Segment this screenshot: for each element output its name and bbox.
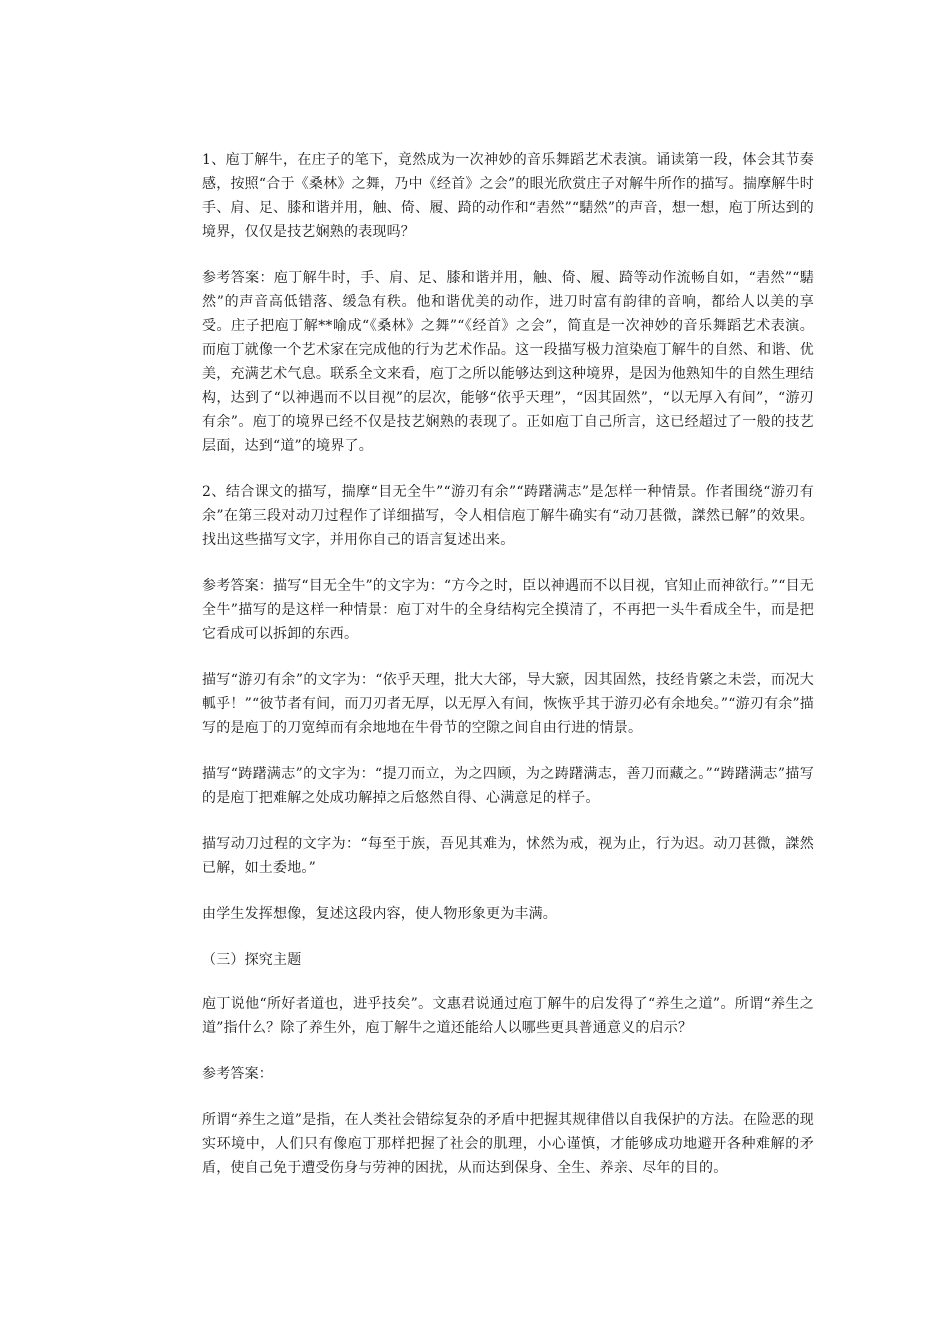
answer-2-part-5: 由学生发挥想像，复述这段内容，使人物形象更为丰满。	[202, 906, 557, 922]
section-heading: （三）探究主题	[202, 952, 302, 968]
answer-2-part-2: 描写“游刃有余”的文字为：“依乎天理，批大大郤，导大窾，因其固然，技经肯綮之未尝，而况大軱乎！”“彼节者有间，而刀刃者无厚，以无厚入有间，恢恢乎其于游刃必有余地矣。”“游刃有余”描写的是庖丁的刀宽绰而有余地地在牛骨节的空隙之间自由行进的情景。	[202, 672, 814, 736]
answer-2-part-1: 参考答案：描写“目无全牛”的文字为：“方今之时，臣以神遇而不以目视，官知止而神欲行。”“目无全牛”描写的是这样一种情景：庖丁对牛的全身结构完全摸清了，不再把一头牛看成全牛，而是把它看成可以拆卸的东西。	[202, 578, 814, 642]
question-1: 1、庖丁解牛，在庄子的笔下，竟然成为一次神妙的音乐舞蹈艺术表演。诵读第一段，体会其节奏感，按照“合于《桑林》之舞，乃中《经首》之会”的眼光欣赏庄子对解牛所作的描写。揣摩解牛时手、肩、足、膝和谐并用，触、倚、履、踦的动作和“砉然”“騞然”的声音，想一想，庖丁所达到的境界，仅仅是技艺娴熟的表现吗？	[202, 152, 814, 240]
answer-2-part-3: 描写“踌躇满志”的文字为：“提刀而立，为之四顾，为之踌躇满志，善刀而藏之。”“踌躇满志”描写的是庖丁把难解之处成功解掉之后悠然自得、心满意足的样子。	[202, 766, 814, 806]
answer-3-label: 参考答案：	[202, 1066, 273, 1082]
answer-3: 所谓“养生之道”是指，在人类社会错综复杂的矛盾中把握其规律借以自我保护的方法。在险恶的现实环境中，人们只有像庖丁那样把握了社会的肌理，小心谨慎，才能够成功地避开各种难解的矛盾，使自己免于遭受伤身与劳神的困扰，从而达到保身、全生、养亲、尽年的目的。	[202, 1112, 814, 1176]
answer-1: 参考答案：庖丁解牛时，手、肩、足、膝和谐并用，触、倚、履、踦等动作流畅自如，“砉然”“騞然”的声音高低错落、缓急有秩。他和谐优美的动作，进刀时富有韵律的音响，都给人以美的享受。庄子把庖丁解**喻成“《桑林》之舞”“《经首》之会”，简直是一次神妙的音乐舞蹈艺术表演。而庖丁就像一个艺术家在完成他的行为艺术作品。这一段描写极力渲染庖丁解牛的自然、和谐、优美，充满艺术气息。联系全文来看，庖丁之所以能够达到这种境界，是因为他熟知牛的自然生理结构，达到了“以神遇而不以目视”的层次，能够“依乎天理”，“因其固然”，“以无厚入有间”，“游刃有余”。庖丁的境界已经不仅是技艺娴熟的表现了。正如庖丁自己所言，这已经超过了一般的技艺层面，达到“道”的境界了。	[202, 270, 814, 454]
question-2: 2、结合课文的描写，揣摩“目无全牛”“游刃有余”“踌躇满志”是怎样一种情景。作者围绕“游刃有余”在第三段对动刀过程作了详细描写，令人相信庖丁解牛确实有“动刀甚微，謋然已解”的效果。找出这些描写文字，并用你自己的语言复述出来。	[202, 484, 814, 548]
answer-2-part-4: 描写动刀过程的文字为：“每至于族，吾见其难为，怵然为戒，视为止，行为迟。动刀甚微，謋然已解，如土委地。”	[202, 836, 814, 876]
document-body	[202, 148, 814, 1202]
question-3: 庖丁说他“所好者道也，进乎技矣”。文惠君说通过庖丁解牛的启发得了“养生之道”。所谓“养生之道”指什么？除了养生外，庖丁解牛之道还能给人以哪些更具普通意义的启示？	[202, 996, 814, 1036]
